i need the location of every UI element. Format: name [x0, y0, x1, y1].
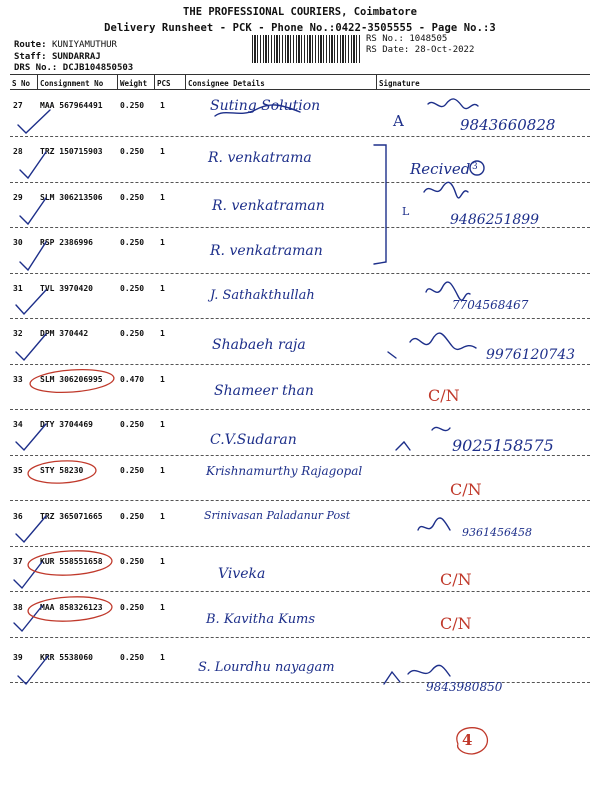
sig-initial: A — [393, 112, 404, 130]
row-consignee: C.V.Sudaran — [210, 432, 297, 448]
row-consignee: Srinivasan Paladanur Post — [204, 509, 351, 522]
signature-mark — [396, 427, 450, 450]
row-phone: 9361456458 — [462, 526, 532, 539]
row-sno: 35 — [13, 466, 23, 475]
row-weight: 0.250 — [120, 420, 145, 429]
row-pcs: 1 — [160, 420, 165, 429]
tick-mark — [18, 110, 50, 133]
rs-no-value: 1048505 — [409, 34, 448, 44]
row-pcs: 1 — [160, 375, 165, 384]
row-pcs: 1 — [160, 147, 165, 156]
row-consignee: R. venkatraman — [212, 198, 325, 214]
row-sno: 33 — [13, 375, 23, 384]
col-sno: S No — [12, 79, 31, 88]
staff-label: Staff: — [14, 52, 47, 62]
row-sno: 32 — [13, 329, 23, 338]
tick-mark — [16, 516, 46, 542]
row-weight: 0.250 — [120, 653, 145, 662]
row-sno: 30 — [13, 238, 23, 247]
row-weight: 0.250 — [120, 284, 145, 293]
row-weight: 0.250 — [120, 329, 145, 338]
route-value: KUNIYAMUTHUR — [51, 40, 117, 50]
company-title: THE PROFESSIONAL COURIERS, Coimbatore — [183, 6, 417, 18]
row-pcs: 1 — [160, 466, 165, 475]
sig-initial: L — [402, 205, 410, 218]
tick-mark — [16, 424, 46, 450]
row-weight: 0.470 — [120, 375, 145, 384]
tick-mark — [20, 198, 46, 224]
row-phone: 7704568467 — [452, 298, 529, 312]
drs-label: DRS No.: — [14, 63, 58, 73]
row-consignment: KUR 558551658 — [40, 557, 103, 566]
circled-number: 3 — [472, 162, 478, 172]
row-weight: 0.250 — [120, 557, 145, 566]
route-label: Route: — [14, 40, 47, 50]
row-consignee: Shameer than — [214, 383, 314, 399]
row-signature: C/N — [450, 480, 482, 499]
row-signature: C/N — [440, 614, 472, 633]
row-weight: 0.250 — [120, 603, 145, 612]
tick-mark — [16, 290, 46, 314]
bracket-mark — [374, 145, 386, 264]
signature-mark — [388, 333, 476, 358]
row-sno: 38 — [13, 603, 23, 612]
row-consignee: R. venkatraman — [210, 243, 323, 259]
tick-mark — [20, 152, 46, 178]
signature-mark — [426, 282, 470, 300]
row-consignment: MAA 567964491 — [40, 101, 103, 110]
row-consignment: SLM 306206995 — [40, 375, 103, 384]
row-weight: 0.250 — [120, 147, 145, 156]
col-pcs: PCS — [157, 79, 171, 88]
col-weight: Weight — [120, 79, 148, 88]
staff-value: SUNDARRAJ — [51, 52, 101, 62]
circle-mark — [457, 728, 488, 754]
row-weight: 0.250 — [120, 193, 145, 202]
row-sno: 37 — [13, 557, 23, 566]
signature-mark — [428, 99, 478, 109]
row-consignee: R. venkatrama — [208, 150, 312, 166]
row-weight: 0.250 — [120, 512, 145, 521]
row-sno: 29 — [13, 193, 23, 202]
row-pcs: 1 — [160, 557, 165, 566]
row-consignment: MAA 858326123 — [40, 603, 103, 612]
circle-mark — [29, 367, 114, 395]
row-consignee: B. Kavitha Kums — [206, 612, 316, 627]
circle-mark — [470, 161, 484, 175]
row-signature: C/N — [440, 570, 472, 589]
row-signature: Recived — [410, 160, 471, 178]
row-weight: 0.250 — [120, 466, 145, 475]
row-consignment: TVL 3970420 — [40, 284, 93, 293]
col-consignee: Consignee Details — [188, 79, 265, 88]
row-pcs: 1 — [160, 653, 165, 662]
row-consignee: Shabaeh raja — [212, 337, 306, 353]
rs-date-value: 28-Oct-2022 — [414, 45, 475, 55]
circle-mark — [27, 549, 112, 577]
row-sno: 34 — [13, 420, 23, 429]
row-phone: 9486251899 — [450, 212, 540, 228]
row-phone: 9976120743 — [486, 347, 576, 363]
footer-number: 4 — [462, 731, 473, 749]
row-sno: 31 — [13, 284, 23, 293]
signature-mark — [424, 182, 468, 198]
row-phone: 9843980850 — [426, 680, 503, 694]
row-phone: 9025158575 — [452, 436, 554, 455]
row-pcs: 1 — [160, 512, 165, 521]
row-consignee: Viveka — [218, 566, 266, 582]
tick-mark — [16, 334, 46, 360]
runsheet-subtitle: Delivery Runsheet - PCK - Phone No.:0422-3505555 - Page No.:3 — [104, 22, 496, 34]
row-sno: 27 — [13, 101, 23, 110]
row-weight: 0.250 — [120, 238, 145, 247]
rs-no-label: RS No.: — [366, 34, 404, 44]
row-pcs: 1 — [160, 603, 165, 612]
row-consignment: STY 58230 — [40, 466, 84, 475]
row-pcs: 1 — [160, 329, 165, 338]
row-consignment: SLM 306213506 — [40, 193, 103, 202]
row-sno: 39 — [13, 653, 23, 662]
row-pcs: 1 — [160, 101, 165, 110]
signature-mark — [384, 665, 450, 684]
row-phone: 9843660828 — [460, 116, 556, 134]
row-consignee: J. Sathakthullah — [210, 288, 315, 303]
row-consignment: TRZ 150715903 — [40, 147, 103, 156]
tick-mark — [20, 242, 46, 270]
rs-date-label: RS Date: — [366, 45, 410, 55]
row-sno: 36 — [13, 512, 23, 521]
row-signature: C/N — [428, 386, 460, 405]
row-consignment: TRZ 365071665 — [40, 512, 103, 521]
circle-mark — [27, 459, 96, 485]
row-consignee: Suting Solution — [210, 98, 321, 114]
row-pcs: 1 — [160, 238, 165, 247]
row-consignee: Krishnamurthy Rajagopal — [206, 464, 363, 478]
row-pcs: 1 — [160, 193, 165, 202]
col-signature: Signature — [379, 79, 420, 88]
row-consignment: DTY 3704469 — [40, 420, 93, 429]
row-weight: 0.250 — [120, 101, 145, 110]
row-consignment: DPM 370442 — [40, 329, 89, 338]
tick-mark — [18, 656, 48, 684]
row-consignment: RSP 2386996 — [40, 238, 93, 247]
row-consignment: KRR 5538060 — [40, 653, 93, 662]
row-consignee: S. Lourdhu nayagam — [198, 660, 335, 675]
signature-mark — [418, 518, 450, 530]
scribble-mark — [215, 105, 300, 116]
col-consignment: Consignment No — [40, 79, 104, 88]
row-sno: 28 — [13, 147, 23, 156]
drs-value: DCJB104850503 — [62, 63, 134, 73]
row-pcs: 1 — [160, 284, 165, 293]
